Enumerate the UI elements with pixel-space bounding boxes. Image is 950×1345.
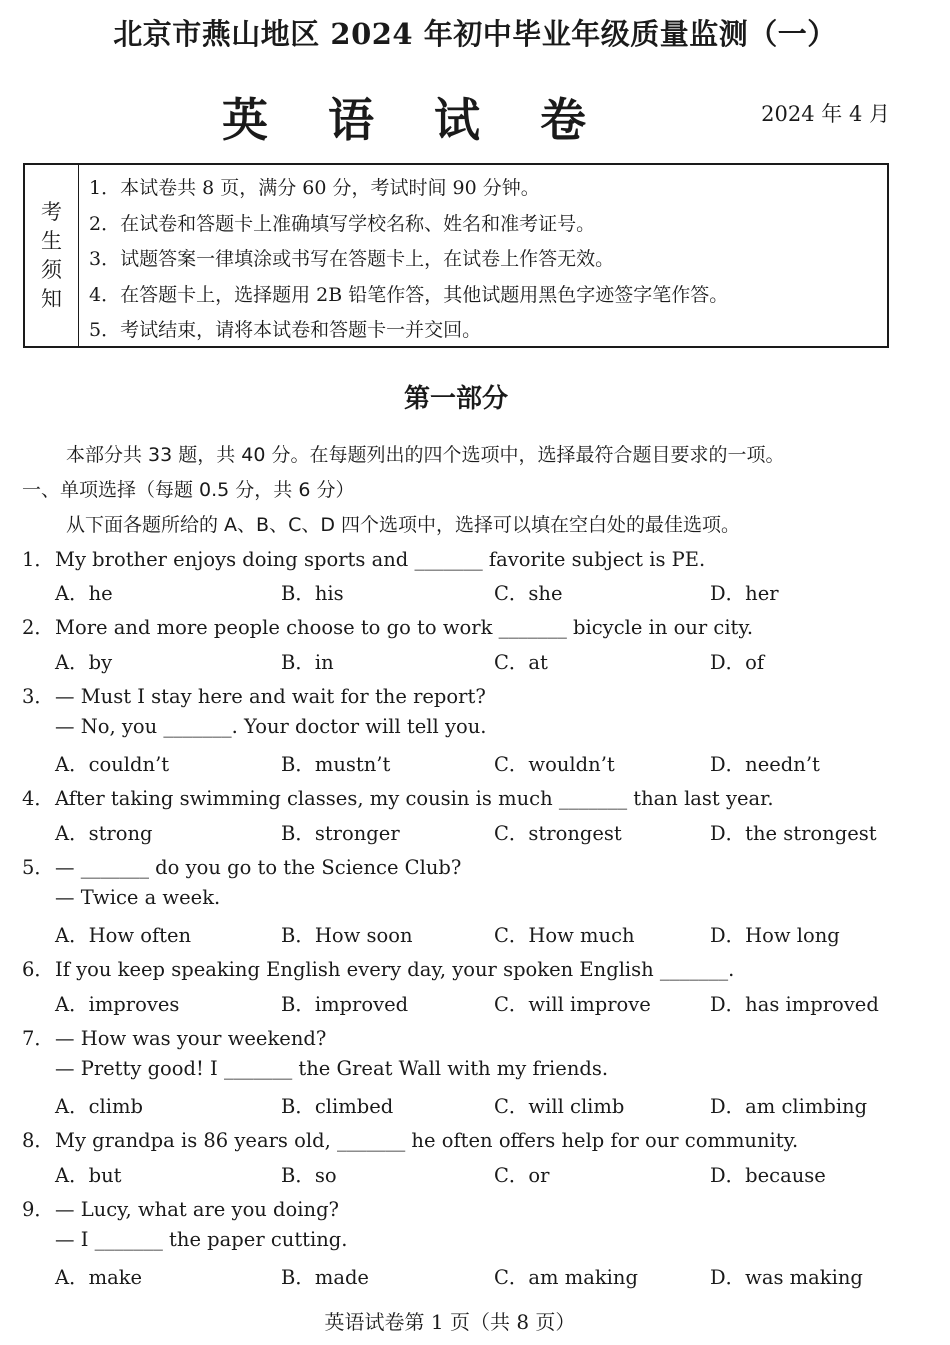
answer-option: A．strong <box>55 821 153 845</box>
answer-option: A．he <box>55 582 113 606</box>
notice-item: 1．本试卷共 8 页，满分 60 分，考试时间 90 分钟。 <box>89 177 540 199</box>
page-footer: 英语试卷第 1 页（共 8 页） <box>324 1310 576 1334</box>
answer-option: D．the strongest <box>710 821 877 845</box>
question-stem <box>22 612 753 640</box>
question-text: My grandpa is 86 years old, _______ he often offers help for our community. <box>55 1129 799 1153</box>
notice-items <box>89 171 728 349</box>
answer-option: B．climbed <box>281 1095 394 1119</box>
answer-option: B．stronger <box>281 821 400 845</box>
answer-option: D．of <box>710 650 765 674</box>
answer-option: C．How much <box>494 924 635 948</box>
answer-option: B．so <box>281 1163 337 1187</box>
answer-option: A．but <box>55 1163 122 1187</box>
answer-option: C．or <box>494 1163 550 1187</box>
question-stem <box>22 1194 339 1222</box>
question-text: — Must I stay here and wait for the report? <box>55 684 486 708</box>
question-text: After taking swimming classes, my cousin is much _______ than last year. <box>55 787 774 811</box>
answer-option: B．improved <box>281 992 409 1016</box>
answer-option: D．was making <box>710 1266 863 1290</box>
answer-option: A．climb <box>55 1095 143 1119</box>
question-stem <box>22 852 461 880</box>
answer-option: C．at <box>494 650 548 674</box>
question-number: 6． <box>22 958 54 982</box>
answer-option: B．How soon <box>281 924 413 948</box>
answer-option: B．mustn’t <box>281 753 391 777</box>
question-number: 2． <box>22 616 54 640</box>
answer-option: D．has improved <box>710 992 879 1016</box>
answer-option: D．needn’t <box>710 753 820 777</box>
answer-option: B．made <box>281 1266 369 1290</box>
answer-option: D．her <box>710 582 779 606</box>
answer-option: A．by <box>55 650 113 674</box>
answer-option: C．will climb <box>494 1095 625 1119</box>
question-number: 5． <box>22 855 54 879</box>
part-title: 第一部分 <box>403 384 508 414</box>
question-number: 9． <box>22 1197 54 1221</box>
dialogue-line: — No, you _______. Your doctor will tell you. <box>55 715 487 738</box>
question-number: 4． <box>22 787 54 811</box>
notice-label-char: 考 <box>41 199 62 224</box>
answer-option: A．How often <box>55 924 192 948</box>
exam-date: 2024 年 4 月 <box>761 102 890 126</box>
notice-item: 5．考试结束，请将本试卷和答题卡一并交回。 <box>89 319 482 341</box>
answer-option: C．wouldn’t <box>494 753 615 777</box>
question-number: 8． <box>22 1129 54 1153</box>
notice-item: 4．在答题卡上，选择题用 2B 铅笔作答，其他试题用黑色字迹签字笔作答。 <box>89 283 729 306</box>
question-stem <box>22 954 734 982</box>
question-text: — _______ do you go to the Science Club? <box>55 855 462 879</box>
answer-option: B．his <box>281 582 344 606</box>
question-stem <box>22 783 774 811</box>
question-stem <box>22 1125 798 1153</box>
question-stem <box>22 544 705 572</box>
answer-option: A．couldn’t <box>55 753 170 777</box>
subject-title: 英 语 试 卷 <box>221 93 609 147</box>
answer-option: C．she <box>494 582 563 606</box>
answer-option: A．improves <box>55 992 180 1016</box>
answer-option: D．because <box>710 1163 826 1187</box>
question-number: 1． <box>22 548 54 571</box>
dialogue-line: — I _______ the paper cutting. <box>55 1228 348 1251</box>
question-number: 7． <box>22 1026 54 1050</box>
candidate-notice-box <box>23 163 889 348</box>
section-instruction: 从下面各题所给的 A、B、C、D 四个选项中，选择可以填在空白处的最佳选项。 <box>66 514 741 536</box>
answer-option: A．make <box>55 1266 143 1290</box>
question-number: 3． <box>22 684 54 708</box>
answer-option: C．will improve <box>494 992 651 1016</box>
question-stem <box>22 681 486 709</box>
answer-option: C．strongest <box>494 821 622 845</box>
dialogue-line: — Pretty good! I _______ the Great Wall with my friends. <box>55 1057 609 1080</box>
question-text: — Lucy, what are you doing? <box>55 1197 340 1221</box>
exam-title: 北京市燕山地区 2024 年初中毕业年级质量监测（一） <box>113 17 837 51</box>
answer-option: D．am climbing <box>710 1095 868 1119</box>
notice-label-char: 知 <box>41 286 62 311</box>
answer-option: B．in <box>281 650 334 674</box>
part-intro: 本部分共 33 题，共 40 分。在每题列出的四个选项中，选择最符合题目要求的一项。 <box>66 444 785 466</box>
question-stem <box>22 1023 326 1051</box>
answer-option: C．am making <box>494 1266 638 1290</box>
notice-item: 3．试题答案一律填涂或书写在答题卡上，在试卷上作答无效。 <box>89 248 615 270</box>
dialogue-line: — Twice a week. <box>55 886 221 909</box>
question-text: If you keep speaking English every day, your spoken English _______. <box>55 958 735 982</box>
question-text: My brother enjoys doing sports and _______ favorite subject is PE. <box>55 548 706 571</box>
question-text: — How was your weekend? <box>55 1026 327 1050</box>
notice-label <box>25 165 79 346</box>
notice-item: 2．在试卷和答题卡上准确填写学校名称、姓名和准考证号。 <box>89 212 596 235</box>
question-text: More and more people choose to go to work _______ bicycle in our city. <box>55 616 754 640</box>
notice-label-char: 须 <box>41 257 62 282</box>
answer-option: D．How long <box>710 924 840 948</box>
section-title: 一、单项选择（每题 0.5 分，共 6 分） <box>22 479 355 501</box>
notice-label-char: 生 <box>41 228 62 253</box>
